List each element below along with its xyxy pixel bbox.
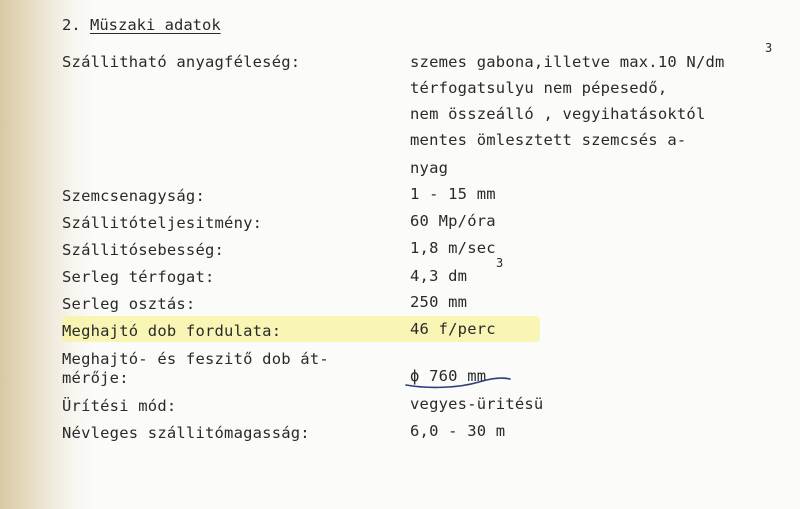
spec-value-speed: 1,8 m/sec bbox=[410, 239, 496, 257]
pen-underline-mark bbox=[404, 368, 514, 390]
spec-value-nominal-height: 6,0 - 30 m bbox=[410, 422, 506, 440]
spec-value-material-line1: szemes gabona,illetve max.10 N/dm bbox=[410, 53, 725, 71]
spec-label-grain-size: Szemcsenagyság: bbox=[62, 187, 205, 205]
spec-value-grain-size: 1 - 15 mm bbox=[410, 185, 496, 203]
section-number: 2. bbox=[62, 16, 81, 34]
spec-value-capacity: 60 Mp/óra bbox=[410, 212, 496, 230]
spec-label-discharge-mode: Ürítési mód: bbox=[62, 397, 177, 415]
spec-value-bucket-volume: 4,3 dm bbox=[410, 267, 468, 285]
spec-value-material-superscript: 3 bbox=[765, 41, 773, 55]
spec-value-drive-drum-rpm: 46 f/perc bbox=[410, 320, 496, 338]
spec-value-material-line5: nyag bbox=[410, 159, 449, 177]
spec-label-capacity: Szállitóteljesitmény: bbox=[62, 214, 263, 232]
spec-value-drum-diameter: ϕ 760 mm bbox=[410, 367, 487, 385]
spec-value-bucket-pitch: 250 mm bbox=[410, 293, 468, 311]
spec-value-material-line4: mentes ömlesztett szemcsés a- bbox=[410, 131, 687, 149]
section-title: Müszaki adatok bbox=[90, 16, 221, 34]
spec-value-material-line3: nem összeálló , vegyihatásoktól bbox=[410, 105, 706, 123]
spec-value-material-line2: térfogatsulyu nem pépesedő, bbox=[410, 79, 668, 97]
spec-label-drum-diameter-line2: mérője: bbox=[62, 369, 129, 387]
spec-label-drum-diameter-line1: Meghajtó- és feszitő dob át- bbox=[62, 350, 329, 368]
section-heading bbox=[62, 14, 221, 36]
spec-label-speed: Szállitósebesség: bbox=[62, 241, 225, 259]
spec-label-nominal-height: Névleges szállitómagasság: bbox=[62, 424, 310, 442]
spec-label-bucket-volume: Serleg térfogat: bbox=[62, 268, 215, 286]
spec-value-bucket-volume-superscript: 3 bbox=[496, 256, 504, 270]
spec-label-drive-drum-rpm: Meghajtó dob fordulata: bbox=[62, 322, 282, 340]
spec-label-bucket-pitch: Serleg osztás: bbox=[62, 295, 196, 313]
spec-value-discharge-mode: vegyes-üritésü bbox=[410, 395, 544, 413]
spec-label-material: Szállitható anyagféleség: bbox=[62, 53, 301, 71]
